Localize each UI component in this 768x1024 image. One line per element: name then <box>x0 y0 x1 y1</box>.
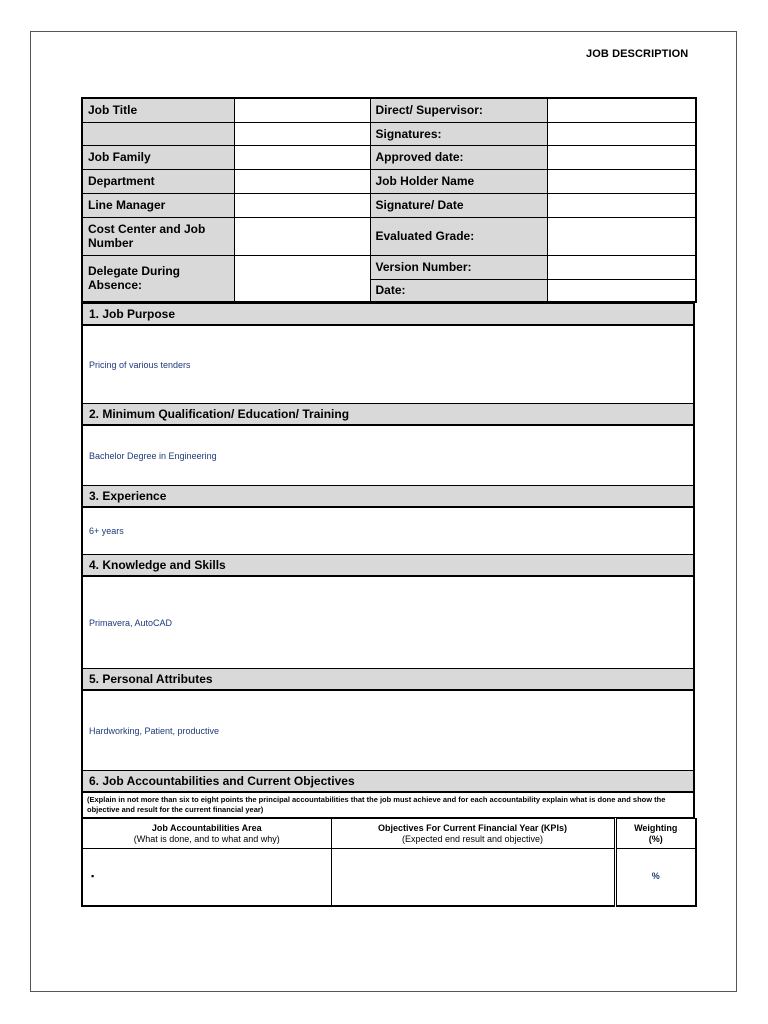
knowledge-skills-content[interactable] <box>81 577 695 668</box>
cost-center-label: Cost Center and Job Number <box>82 217 234 255</box>
qualification-text: Bachelor Degree in Engineering <box>89 450 217 461</box>
date-label: Date: <box>370 279 547 302</box>
section-accountabilities: 6. Job Accountabilities and Current Objectives <box>81 770 695 793</box>
accountabilities-area-title: Job Accountabilities Area <box>151 822 262 833</box>
experience-text: 6+ years <box>89 526 124 536</box>
evaluated-grade-value[interactable] <box>547 217 696 255</box>
qualification-content[interactable] <box>81 426 695 485</box>
blank-value[interactable] <box>234 122 370 145</box>
personal-attributes-text: Hardworking, Patient, productive <box>89 725 220 736</box>
document-title: JOB DESCRIPTION <box>586 48 689 60</box>
department-label: Department <box>82 169 234 193</box>
line-manager-value[interactable] <box>234 193 370 217</box>
blank-label <box>82 122 234 145</box>
accountabilities-area-header <box>82 819 331 849</box>
section-knowledge-skills: 4. Knowledge and Skills <box>81 554 695 577</box>
job-holder-name-label: Job Holder Name <box>370 169 547 193</box>
objectives-header <box>331 819 615 849</box>
section-job-purpose: 1. Job Purpose <box>81 303 695 326</box>
delegate-value[interactable] <box>234 255 370 302</box>
signatures-label: Signatures: <box>370 122 547 145</box>
weighting-percent: % <box>651 871 660 882</box>
header-table <box>81 97 697 303</box>
section-experience: 3. Experience <box>81 485 695 508</box>
evaluated-grade-label: Evaluated Grade: <box>370 217 547 255</box>
weighting-sub: (%) <box>648 833 663 844</box>
accountabilities-area-sub: (What is done, and to what and why) <box>133 833 280 844</box>
section-personal-attributes: 5. Personal Attributes <box>81 668 695 691</box>
experience-content[interactable] <box>81 508 695 554</box>
job-purpose-text: Pricing of various tenders <box>89 359 191 370</box>
weighting-cell[interactable] <box>615 849 696 906</box>
job-family-label: Job Family <box>82 145 234 169</box>
department-value[interactable] <box>234 169 370 193</box>
line-manager-label: Line Manager <box>82 193 234 217</box>
bullet-icon: ▪ <box>91 871 95 882</box>
weighting-header <box>615 819 696 849</box>
section-qualification: 2. Minimum Qualification/ Education/ Training <box>81 403 695 426</box>
weighting-title: Weighting <box>634 822 678 833</box>
objectives-sub: (Expected end result and objective) <box>401 833 544 844</box>
personal-attributes-content[interactable] <box>81 691 695 770</box>
job-title-label: Job Title <box>82 98 234 122</box>
job-purpose-content[interactable] <box>81 326 695 403</box>
objectives-title: Objectives For Current Financial Year (KPIs) <box>378 822 567 833</box>
approved-date-label: Approved date: <box>370 145 547 169</box>
accountability-area-cell[interactable] <box>82 849 331 906</box>
date-value[interactable] <box>547 279 696 302</box>
signature-date-label: Signature/ Date <box>370 193 547 217</box>
version-number-label: Version Number: <box>370 255 547 279</box>
direct-supervisor-value[interactable] <box>547 98 696 122</box>
job-title-value[interactable] <box>234 98 370 122</box>
job-family-value[interactable] <box>234 145 370 169</box>
accountabilities-table <box>81 818 697 907</box>
accountabilities-note: (Explain in not more than six to eight points the principal accountabilities that the job must achieve and for each accountability explain what is done and show the objective and result for the current financial year) <box>81 793 695 818</box>
job-holder-name-value[interactable] <box>547 169 696 193</box>
objectives-cell[interactable] <box>331 849 615 906</box>
direct-supervisor-label: Direct/ Supervisor: <box>370 98 547 122</box>
knowledge-skills-text: Primavera, AutoCAD <box>89 617 173 628</box>
delegate-label: Delegate During Absence: <box>82 255 234 302</box>
signatures-value[interactable] <box>547 122 696 145</box>
cost-center-value[interactable] <box>234 217 370 255</box>
version-number-value[interactable] <box>547 255 696 279</box>
approved-date-value[interactable] <box>547 145 696 169</box>
signature-date-value[interactable] <box>547 193 696 217</box>
job-description-form <box>81 97 695 907</box>
